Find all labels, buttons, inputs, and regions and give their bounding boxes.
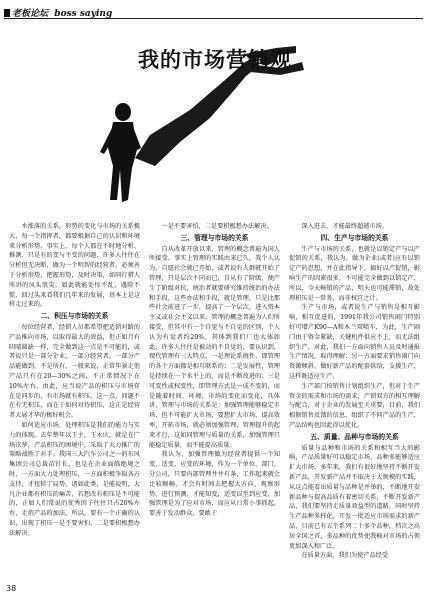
page-number: 38 <box>6 584 17 593</box>
body-paragraph: 每位经营者，经销人员都希望把适销对路的产品推向市场，以取得最大的效益，但正如月有阴晴圆缺一样，完全做到这一点是不可能的，或者说只是一部分企业，一部分经营者，一部分产品能做到，不是所有，一般来说，正常年景走俏产品只有在20—30%之间，不正常情况下在10%左右，由此，应当说产品的积压与市场存在是同步的，有市场就有积压，这一点，问题不在有无积压，而在于如何对待积压，这正是经营者大展才华的极好机会。 <box>9 323 140 420</box>
body-paragraph: 如何适应市场，处理积压是我们的能力与实力的体现，去年整年以王主，王永庆，就是在广场京华，产品积压的困境中，采取了大力推广的策略战胜了对手。我国三大汽车公司之一的东风集团公司总裁苗针长，也是在企业面临绝境之时，一方面大力处理积压，一方面积极争取各方支持，才扭转了局势，诸如此类，是能说明，大凡企业都有积压的痛苦，若想改有积压是不可能的，正如人们常说的优秀因子往往只占20%左右，走俏产品的加法，所以，要有一个正确的认识，出现了积压一是不要害怕，二是要积极想办法解决。 <box>9 421 140 537</box>
section-heading: 五、质量、品种与市场的关系 <box>310 432 399 441</box>
section-heading: 四、生产与市场的关系 <box>320 233 389 242</box>
body-paragraph: 水涨落的关系，形势的变化与市场的关系极大，每一个指挥者，都要根据自己的认识和环境来分析形势，事实上，每个人都在不时地分析、推测，只是有的变与不变的问题，许多人往往在分析但无决断，做为一个明智的经营者，必须善于分析形势，把握形势，及时决策，如同打猎人所讲的风头浪尖，如此就能处惊不乱，遇险不慌，回过头来看我们几年来的发展，基本上是这样走过来的。 <box>9 223 140 309</box>
body-paragraph: 质量与品种和市场的关系和相互当大的影响，产品质量好可以稳定市场，品种多能够适应扩大市场，多年来，我们有很好地坚持不断开发新产品，开发新产品并不取决于大规模的实践，从这点能看出质量与品种是并举的，不断地开发新品种与提高品质有着密切关系，不断开发新产品，我们要坚持走质量效益型的道路，同时坚持生产品种多样化，开发一批适应市场需求的新产品，目前已有五个系列二十多个品种，档次之高居全国之首，多品种的优势使我畅对市场的占领更加深入和广泛。 <box>289 444 420 550</box>
text-column-2 <box>149 222 280 572</box>
text-column-3 <box>289 222 420 572</box>
body-paragraph: 一是不要害怕，二是要积极想办法解决。 <box>161 223 273 230</box>
body-paragraph: 我认为，加强管理做为经营者提供一个知变、适变、应变的环境，作为一个单位、部门、分公司，只要内部管理井井有条，工作起来就会比较顺畅，才会有时间去把握大方向，观察形势，进行预测，才能知变，适变以至到应变，加强管理是为了应对市场，而应从日常小事抓起，要善于发动群众，要敢于 <box>149 451 280 518</box>
section-heading: 二、积压与市场的关系 <box>40 312 109 321</box>
body-paragraph: 生产与市场的关系，也就是以销定产与以产促销的关系，我认为，做为企业(或者)应有以销定产的思想，并在此指导下，搞好以产促销，影响生产的因素很多，不可能完全做到以销定产，所以，今天畅销的产品，明天也可能滞销，故处理积压是一常务，而非权宜之计。 <box>289 245 420 302</box>
column-header <box>4 6 423 18</box>
article-body <box>9 222 421 572</box>
section-heading: 三、管理与市场的关系 <box>180 233 249 242</box>
body-paragraph: 自从改革开放以来，管理的概念普遍为国人所接受。事实上管理的实践由来已久，我个人认为，自愿社会就已开始，或者说有人群就开始了管理，只是层次不同而已，自从有了阶级，便产生了阶级对抗，统治者就要研究维持统治的办法和手段，这些办法和手段，就是管理，只是比那些社会前进了一步，提高了一个层次，进入资本主义或社会主义以来，管理的概念普遍为人们所接受，但其中有一个自觉与不自觉的区别，个人认为有觉者约20%，其体到我们厂也大体如此，许多人往往是被动的不自觉的，要认识到，现代管理有三大特点，一是理论系统性，即管理的各个方面都是相互联系的；二是发展性，管理是持续在一个水平上的，而是不断改进的；三是可变性或权变性，即管理方式是一成不变的，而是随着时间、环境、市场的变化而变化，具体讲，管理与市场的关系是：加强管理能够稳定市场，但不可能扩大市场，要想扩大市场，提高效率，开拓市场，就必须加强管理，管理提升的起来才行，这如同管理与质量的关系，加强管理只能稳定质量，而不能提高质量。 <box>149 245 280 449</box>
body-paragraph: 生产部门按销售计划组织生产，但对于生产资金的需求和市场的需求，产销双方的相互理解与配合，对于企业的发展至关重要，目前，我们根据销售反馈的信息，组织了不同产品的生产，产品结构也因此得以优化。 <box>289 382 420 429</box>
article-title: 我的市场营销观 <box>138 48 292 72</box>
header-rule <box>4 18 423 19</box>
column-label-cn: 老板论坛 <box>12 9 49 19</box>
text-column-1 <box>9 222 140 572</box>
body-paragraph: 生产与市场，或者说生产与销售是相互影响，相互促进的，1991年我公司销售闹门特别好可增产K90—A和木兰双喷车，为此，生产闹门由于资金紧缺，关键机件供应不上，而无法组织生产，对此，我们一方面向销售人员及时通报生产情况，取得理解；另一方面要求销售闹门向资源倾斜，做好新产品的配套供给，支援生产，这样既适应生产。 <box>289 304 420 380</box>
body-paragraph: 深入进去，才能最终超越市场。 <box>301 223 389 230</box>
body-paragraph: 在质量方面，我们为使产品经受 <box>301 552 389 560</box>
section-marker-icon <box>4 9 10 17</box>
column-label-en: boss saying <box>54 9 113 19</box>
